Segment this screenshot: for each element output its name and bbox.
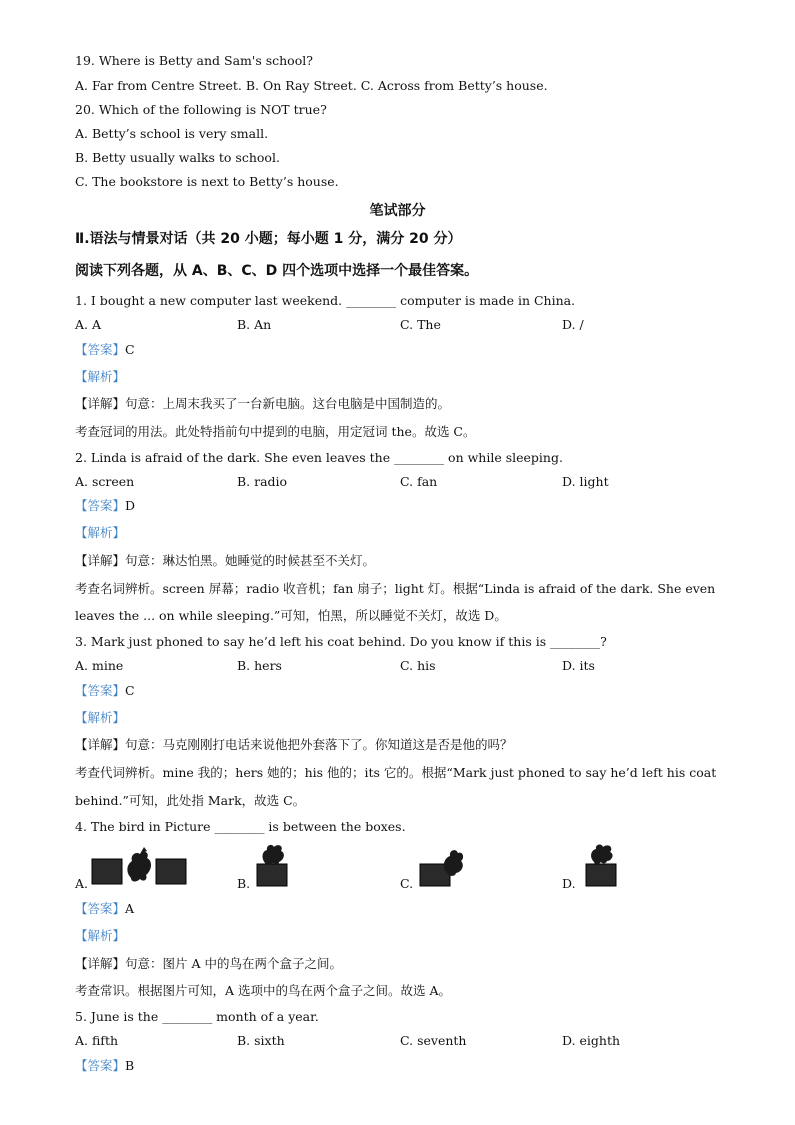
question-2-detail — [75, 553, 375, 569]
question-2-explain-line-2: leaves the ... on while sleeping.”可知，怕黑，所以睡觉不关灯，故选 D。 — [75, 608, 507, 623]
question-2-option-a: A. screen — [75, 474, 135, 489]
question-19-stem: 19. Where is Betty and Sam's school? — [75, 53, 313, 68]
detail-text: 句意：图片 A 中的鸟在两个盒子之间。 — [125, 956, 342, 971]
question-2-answer — [75, 498, 135, 514]
question-1-answer — [75, 342, 135, 358]
answer-label: 【答案】 — [75, 901, 126, 916]
detail-label: 【详解】 — [75, 553, 126, 568]
question-2-stem: 2. Linda is afraid of the dark. She even leaves the ________ on while sleeping. — [75, 450, 563, 465]
question-2-analysis-label: 【解析】 — [75, 525, 126, 540]
question-4-explain: 考查常识。根据图片可知，A 选项中的鸟在两个盒子之间。故选 A。 — [75, 983, 452, 998]
question-2-option-d: D. light — [562, 474, 609, 489]
section-heading: Ⅱ.语法与情景对话（共 20 小题；每小题 1 分，满分 20 分） — [75, 231, 462, 247]
bird-between-boxes-picture — [90, 845, 190, 887]
bird-on-box-picture — [253, 842, 295, 888]
bird-above-box-picture — [582, 842, 622, 888]
detail-label: 【详解】 — [75, 956, 126, 971]
question-3-option-c: C. his — [400, 658, 436, 673]
detail-text: 句意：马克刚刚打电话来说他把外套落下了。你知道这是否是他的吗？ — [125, 737, 513, 752]
question-20-option-a: A. Betty’s school is very small. — [75, 126, 269, 141]
detail-text: 句意：琳达怕黑。她睡觉的时候甚至不关灯。 — [125, 553, 376, 568]
question-5-option-b: B. sixth — [237, 1033, 285, 1048]
question-4-option-c: C. — [400, 876, 414, 891]
answer-label: 【答案】 — [75, 1058, 126, 1073]
question-1-stem: 1. I bought a new computer last weekend. ________ computer is made in China. — [75, 293, 576, 308]
question-4-option-d: D. — [562, 876, 576, 891]
question-1-explain: 考查冠词的用法。此处特指前句中提到的电脑，用定冠词 the。故选 C。 — [75, 424, 476, 439]
question-4-stem: 4. The bird in Picture ________ is between the boxes. — [75, 819, 406, 834]
question-5-stem: 5. June is the ________ month of a year. — [75, 1009, 319, 1024]
question-3-option-b: B. hers — [237, 658, 282, 673]
question-4-answer — [75, 901, 134, 917]
question-1-option-d: D. / — [562, 317, 584, 332]
question-4-analysis-label: 【解析】 — [75, 928, 126, 943]
question-5-option-a: A. fifth — [75, 1033, 119, 1048]
question-3-option-d: D. its — [562, 658, 595, 673]
question-1-option-b: B. An — [237, 317, 272, 332]
question-20-option-c: C. The bookstore is next to Betty’s house. — [75, 174, 339, 189]
question-3-detail — [75, 737, 513, 753]
answer-value: C — [125, 683, 135, 698]
question-3-option-a: A. mine — [75, 658, 124, 673]
question-3-explain-line-2: behind.”可知，此处指 Mark，故选 C。 — [75, 793, 306, 808]
question-3-answer — [75, 683, 135, 699]
detail-label: 【详解】 — [75, 396, 126, 411]
question-3-stem: 3. Mark just phoned to say he’d left his coat behind. Do you know if this is ________? — [75, 634, 607, 649]
answer-label: 【答案】 — [75, 498, 126, 513]
question-1-option-c: C. The — [400, 317, 441, 332]
bird-beside-box-picture — [418, 842, 466, 888]
question-4-option-a: A. — [75, 876, 89, 891]
question-1-option-a: A. A — [75, 317, 102, 332]
question-3-analysis-label: 【解析】 — [75, 710, 126, 725]
section-title: 笔试部分 — [369, 203, 426, 219]
question-4-detail — [75, 956, 342, 972]
question-20-option-b: B. Betty usually walks to school. — [75, 150, 280, 165]
question-5-option-c: C. seventh — [400, 1033, 467, 1048]
answer-label: 【答案】 — [75, 342, 126, 357]
question-3-explain-line-1: 考查代词辨析。mine 我的；hers 她的；his 他的；its 它的。根据“Mark just phoned to say he’d left his coat — [75, 765, 717, 780]
question-1-detail — [75, 396, 450, 412]
answer-value: C — [125, 342, 135, 357]
answer-label: 【答案】 — [75, 683, 126, 698]
question-2-option-b: B. radio — [237, 474, 288, 489]
question-20-stem: 20. Which of the following is NOT true? — [75, 102, 327, 117]
question-2-option-c: C. fan — [400, 474, 438, 489]
answer-value: A — [125, 901, 135, 916]
question-1-analysis-label: 【解析】 — [75, 369, 126, 384]
question-5-answer — [75, 1058, 134, 1074]
answer-value: D — [125, 498, 136, 513]
question-2-explain-line-1: 考查名词辨析。screen 屏幕；radio 收音机；fan 扇子；light 灯。根据“Linda is afraid of the dark. She even — [75, 581, 716, 596]
detail-label: 【详解】 — [75, 737, 126, 752]
question-5-option-d: D. eighth — [562, 1033, 621, 1048]
detail-text: 句意：上周末我买了一台新电脑。这台电脑是中国制造的。 — [125, 396, 451, 411]
instruction: 阅读下列各题，从 A、B、C、D 四个选项中选择一个最佳答案。 — [75, 263, 479, 279]
answer-value: B — [125, 1058, 135, 1073]
question-4-option-b: B. — [237, 876, 251, 891]
question-19-options: A. Far from Centre Street. B. On Ray Street. C. Across from Betty’s house. — [75, 78, 548, 93]
